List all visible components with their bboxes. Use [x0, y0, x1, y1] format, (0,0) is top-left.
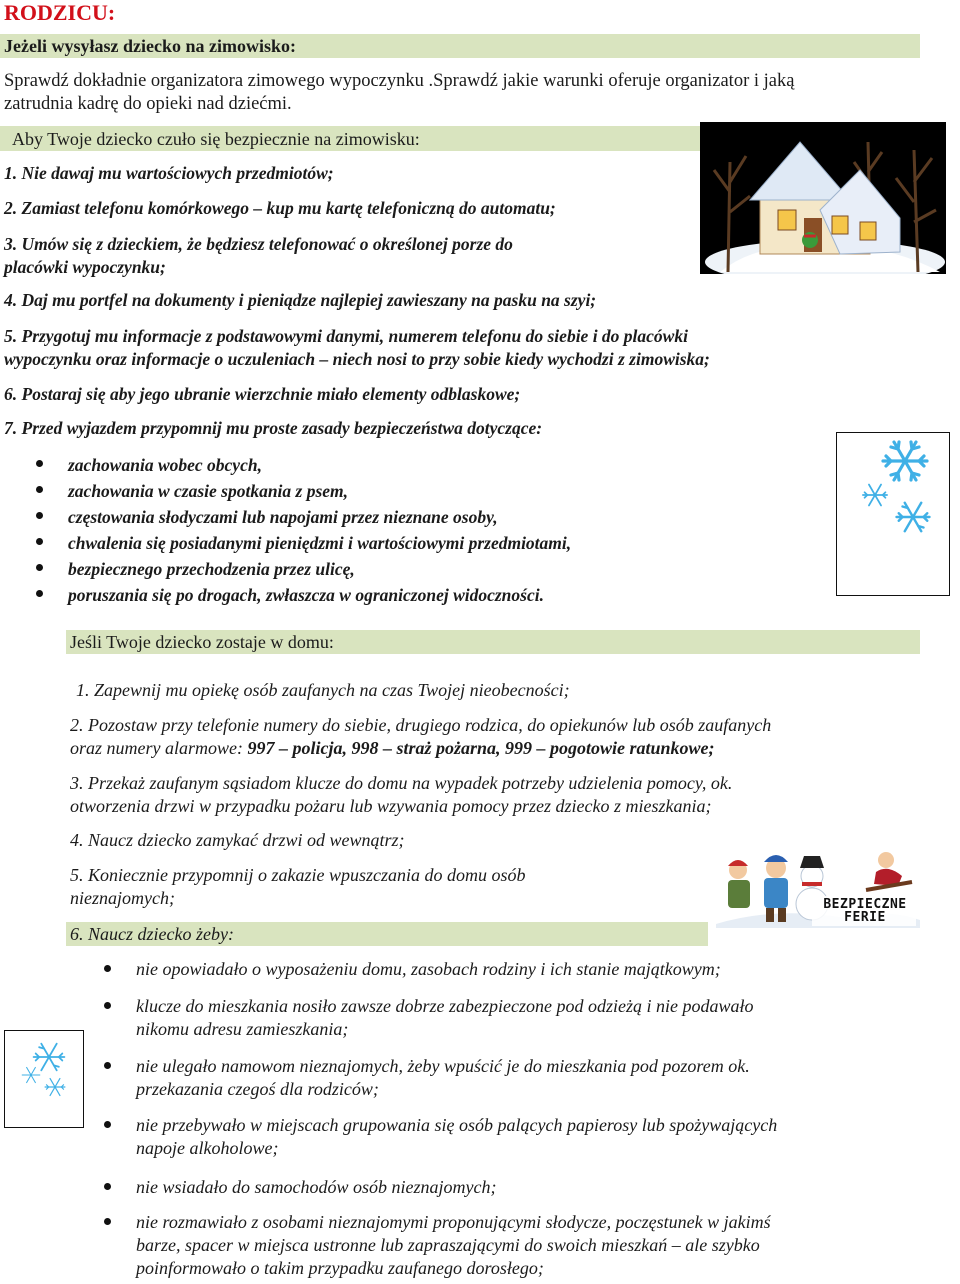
snowy-house-image: [700, 122, 946, 274]
list-item: częstowania słodyczami lub napojami przez nieznane osoby,: [68, 504, 571, 530]
bullet-icon: [104, 965, 111, 972]
list-item-line: wypoczynku oraz informacje o uczuleniach – niech nosi to przy sobie kiedy wychodzi z zimowiska;: [4, 349, 710, 369]
bullet-icon: [104, 1121, 111, 1128]
paragraph-line: 5. Koniecznie przypomnij o zakazie wpuszczania do domu osób: [70, 865, 526, 885]
list-item: bezpiecznego przechodzenia przez ulicę,: [68, 556, 571, 582]
list-item: nie rozmawiało z osobami nieznajomymi proponującymi słodycze, poczęstunek w jakimś barze, spacer w miejsca ustronne lub zapraszającymi do swoich mieszkań – ale szybko poinformowało o takim przypadku zaufanego dorosłego;: [136, 1211, 896, 1280]
safety-rules-list: [68, 452, 571, 608]
list-item: zachowania w czasie spotkania z psem,: [68, 478, 571, 504]
list-item: klucze do mieszkania nosiło zawsze dobrze zabezpieczone pod odzieżą i nie podawało nikomu adresu zamieszkania;: [136, 995, 896, 1041]
list-item: nie ulegało namowom nieznajomych, żeby wpuścić je do mieszkania pod pozorem ok. przekazania czegoś dla rodziców;: [136, 1055, 896, 1101]
list-item: 1. Nie dawaj mu wartościowych przedmiotów;: [4, 163, 334, 183]
list-item-line: placówki wypoczynku;: [4, 257, 166, 277]
bullet-icon: [36, 538, 43, 545]
children-snowman-image: [716, 846, 920, 928]
bullet-icon: [36, 564, 43, 571]
paragraph-line: nieznajomych;: [70, 888, 175, 908]
paragraph-line: oraz numery alarmowe: 997 – policja, 998 – straż pożarna, 999 – pogotowie ratunkowe;: [70, 738, 715, 758]
snowflake-icon: [837, 433, 949, 595]
list-item: nie opowiadało o wyposażeniu domu, zasobach rodziny i ich stanie majątkowym;: [136, 958, 896, 981]
paragraph: [70, 772, 732, 818]
bullet-icon: [104, 1218, 111, 1225]
subheading-teach-child: 6. Naucz dziecko żeby:: [66, 922, 708, 946]
bullet-icon: [36, 486, 43, 493]
bullet-icon: [104, 1183, 111, 1190]
list-item: [4, 233, 513, 279]
list-item: 7. Przed wyjazdem przypomnij mu proste zasady bezpieczeństwa dotyczące:: [4, 418, 543, 438]
list-item: 2. Zamiast telefonu komórkowego – kup mu kartę telefoniczną do automatu;: [4, 198, 556, 218]
list-item: nie wsiadało do samochodów osób nieznajomych;: [136, 1176, 896, 1199]
list-item-line: 3. Umów się z dzieckiem, że będziesz telefonować o określonej porze do: [4, 234, 513, 254]
intro-line: Sprawdź dokładnie organizatora zimowego wypoczynku .Sprawdź jakie warunki oferuje organizator i jaką: [4, 71, 795, 91]
paragraph: [70, 714, 771, 760]
list-item: poruszania się po drogach, zwłaszcza w ograniczonej widoczności.: [68, 582, 571, 608]
snowflake-frame: [4, 1030, 84, 1128]
bullet-icon: [104, 1002, 111, 1009]
list-item: 6. Postaraj się aby jego ubranie wierzchnie miało elementy odblaskowe;: [4, 384, 521, 404]
paragraph: [70, 864, 525, 910]
section-heading-home-alone: Jeśli Twoje dziecko zostaje w domu:: [66, 630, 920, 654]
subheading-safe-camp: Aby Twoje dziecko czuło się bezpiecznie na zimowisku:: [0, 126, 700, 151]
paragraph: 4. Naucz dziecko zamykać drzwi od wewnątrz;: [70, 830, 405, 850]
bullet-icon: [36, 590, 43, 597]
snowflake-icon: [5, 1031, 83, 1127]
list-item: 4. Daj mu portfel na dokumenty i pieniądze najlepiej zawieszany na pasku na szyi;: [4, 290, 597, 310]
bullet-icon: [36, 512, 43, 519]
snowflake-frame: [836, 432, 950, 596]
bezpieczne-ferie-logo: [814, 898, 916, 924]
bullet-icon: [36, 460, 43, 467]
list-item: zachowania wobec obcych,: [68, 452, 571, 478]
paragraph-line: 3. Przekaż zaufanym sąsiadom klucze do domu na wypadek potrzeby udzielenia pomocy, ok.: [70, 773, 733, 793]
list-item: chwalenia się posiadanymi pieniędzmi i wartościowymi przedmiotami,: [68, 530, 571, 556]
bullet-icon: [104, 1062, 111, 1069]
paragraph: 1. Zapewnij mu opiekę osób zaufanych na czas Twojej nieobecności;: [76, 680, 570, 700]
intro-line: zatrudnia kadrę do opieki nad dziećmi.: [4, 94, 292, 114]
list-item: nie przebywało w miejscach grupowania się osób palących papierosy lub spożywających napoje alkoholowe;: [136, 1114, 896, 1160]
paragraph-line: otworzenia drzwi w przypadku pożaru lub wzywania pomocy przez dziecko z mieszkania;: [70, 796, 712, 816]
paragraph-line: 2. Pozostaw przy telefonie numery do siebie, drugiego rodzica, do opiekunów lub osób zaufanych: [70, 715, 772, 735]
section-heading-winter-camp: Jeżeli wysyłasz dziecko na zimowisko:: [0, 34, 920, 58]
logo-text: BEZPIECZNE: [823, 897, 907, 912]
page-title: RODZICU:: [4, 0, 116, 25]
emergency-numbers: 997 – policja, 998 – straż pożarna, 999 – pogotowie ratunkowe;: [247, 738, 715, 758]
list-item: [4, 325, 710, 371]
list-item-line: 5. Przygotuj mu informacje z podstawowymi danymi, numerem telefonu do siebie i do placówki: [4, 326, 688, 346]
intro-paragraph: [4, 70, 934, 116]
logo-text: FERIE: [844, 910, 886, 925]
